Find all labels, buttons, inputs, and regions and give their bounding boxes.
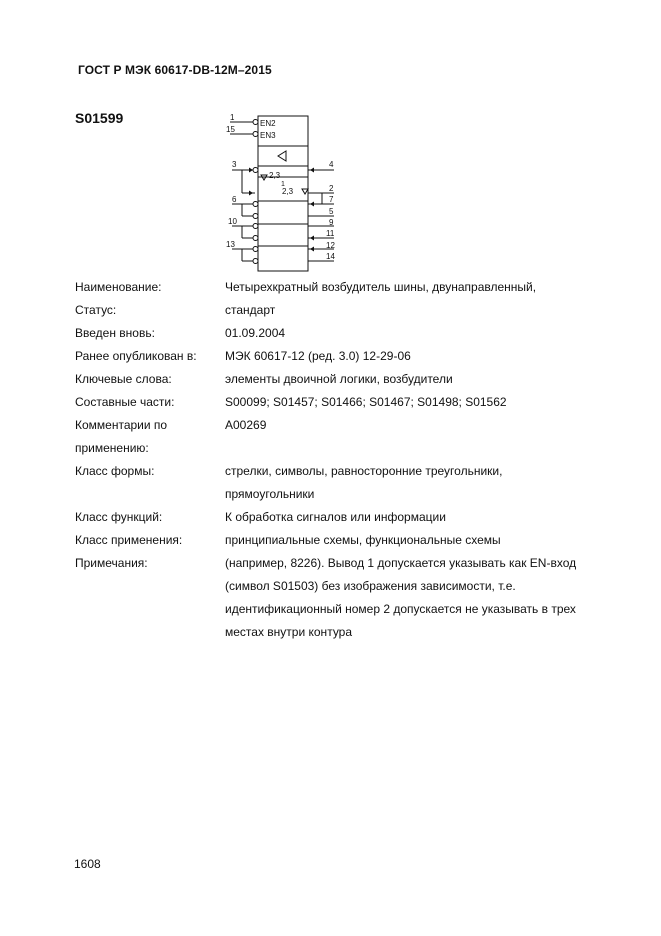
property-label: Наименование: (75, 280, 162, 294)
property-value: Четырехкратный возбудитель шины, двунаправленный, (225, 280, 537, 294)
property-label: Введен вновь: (75, 326, 155, 340)
property-label: Класс функций: (75, 510, 163, 524)
property-row (75, 414, 635, 460)
property-label: Ранее опубликован в: (75, 349, 197, 363)
input-arrow-icon (249, 168, 253, 173)
property-row (75, 322, 635, 345)
property-label: Класс применения: (75, 533, 183, 547)
property-row (75, 529, 635, 552)
property-value: принципиальные схемы, функциональные схемы (225, 533, 501, 547)
property-value: 01.09.2004 (225, 326, 286, 340)
property-label: Составные части: (75, 395, 175, 409)
property-value: (например, 8226). Вывод 1 допускается указывать как EN-вход (символ S01503) без изображения зависимости, т.е. идентификационный номер 2 допускается не указывать в трех местах внутри контура (225, 556, 577, 639)
property-row (75, 391, 635, 414)
dependency-label: 2,3 (269, 171, 281, 180)
buffer-triangle-icon (278, 151, 286, 161)
property-row (75, 368, 635, 391)
main-block (258, 146, 308, 271)
element-number-label: 1 (281, 181, 285, 188)
pin-15-label: 15 (226, 125, 235, 134)
pin-10-label: 10 (228, 217, 237, 226)
pin-9-label: 9 (329, 218, 334, 227)
property-value: МЭК 60617-12 (ред. 3.0) 12-29-06 (225, 349, 411, 363)
document-header: ГОСТ Р МЭК 60617-DB-12M–2015 (78, 63, 272, 77)
property-value: стандарт (225, 303, 276, 317)
property-row (75, 299, 635, 322)
property-value: элементы двоичной логики, возбудители (225, 372, 453, 386)
dependency-label: 2,3 (282, 187, 294, 196)
three-state-triangle-icon (302, 189, 308, 194)
property-value: К обработка сигналов или информации (225, 510, 446, 524)
property-row (75, 552, 635, 644)
properties-table (75, 276, 635, 644)
property-value: стрелки, символы, равносторонние треугольники, прямоугольники (225, 464, 503, 501)
pin-14-label: 14 (326, 252, 335, 261)
property-label: Статус: (75, 303, 117, 317)
pin-2-label: 2 (329, 184, 334, 193)
pin-11-label: 11 (326, 229, 335, 238)
pin-1-label: 1 (230, 113, 235, 122)
pin-7-label: 7 (329, 195, 334, 204)
logic-symbol-diagram (222, 112, 347, 274)
property-row (75, 460, 635, 506)
symbol-code: S01599 (75, 110, 124, 126)
pin-4-label: 4 (329, 160, 334, 169)
property-row (75, 506, 635, 529)
property-label: Ключевые слова: (75, 372, 172, 386)
input-arrow-icon (310, 202, 314, 207)
pin-3-label: 3 (232, 160, 237, 169)
input-arrow-icon (310, 236, 314, 241)
property-row (75, 276, 635, 299)
property-value: A00269 (225, 418, 267, 432)
input-arrow-icon (249, 191, 253, 196)
property-label: Класс формы: (75, 464, 155, 478)
en2-label: EN2 (260, 119, 276, 128)
pin-6-label: 6 (232, 195, 237, 204)
pin-5-label: 5 (329, 207, 334, 216)
en3-label: EN3 (260, 131, 276, 140)
page-number: 1608 (74, 857, 101, 871)
pin-13-label: 13 (226, 240, 235, 249)
input-arrow-icon (310, 168, 314, 173)
input-arrow-icon (310, 247, 314, 252)
property-label: Комментарии по применению: (75, 418, 168, 455)
pin-12-label: 12 (326, 241, 335, 250)
property-row (75, 345, 635, 368)
property-label: Примечания: (75, 556, 148, 570)
property-value: S00099; S01457; S01466; S01467; S01498; S01562 (225, 395, 507, 409)
